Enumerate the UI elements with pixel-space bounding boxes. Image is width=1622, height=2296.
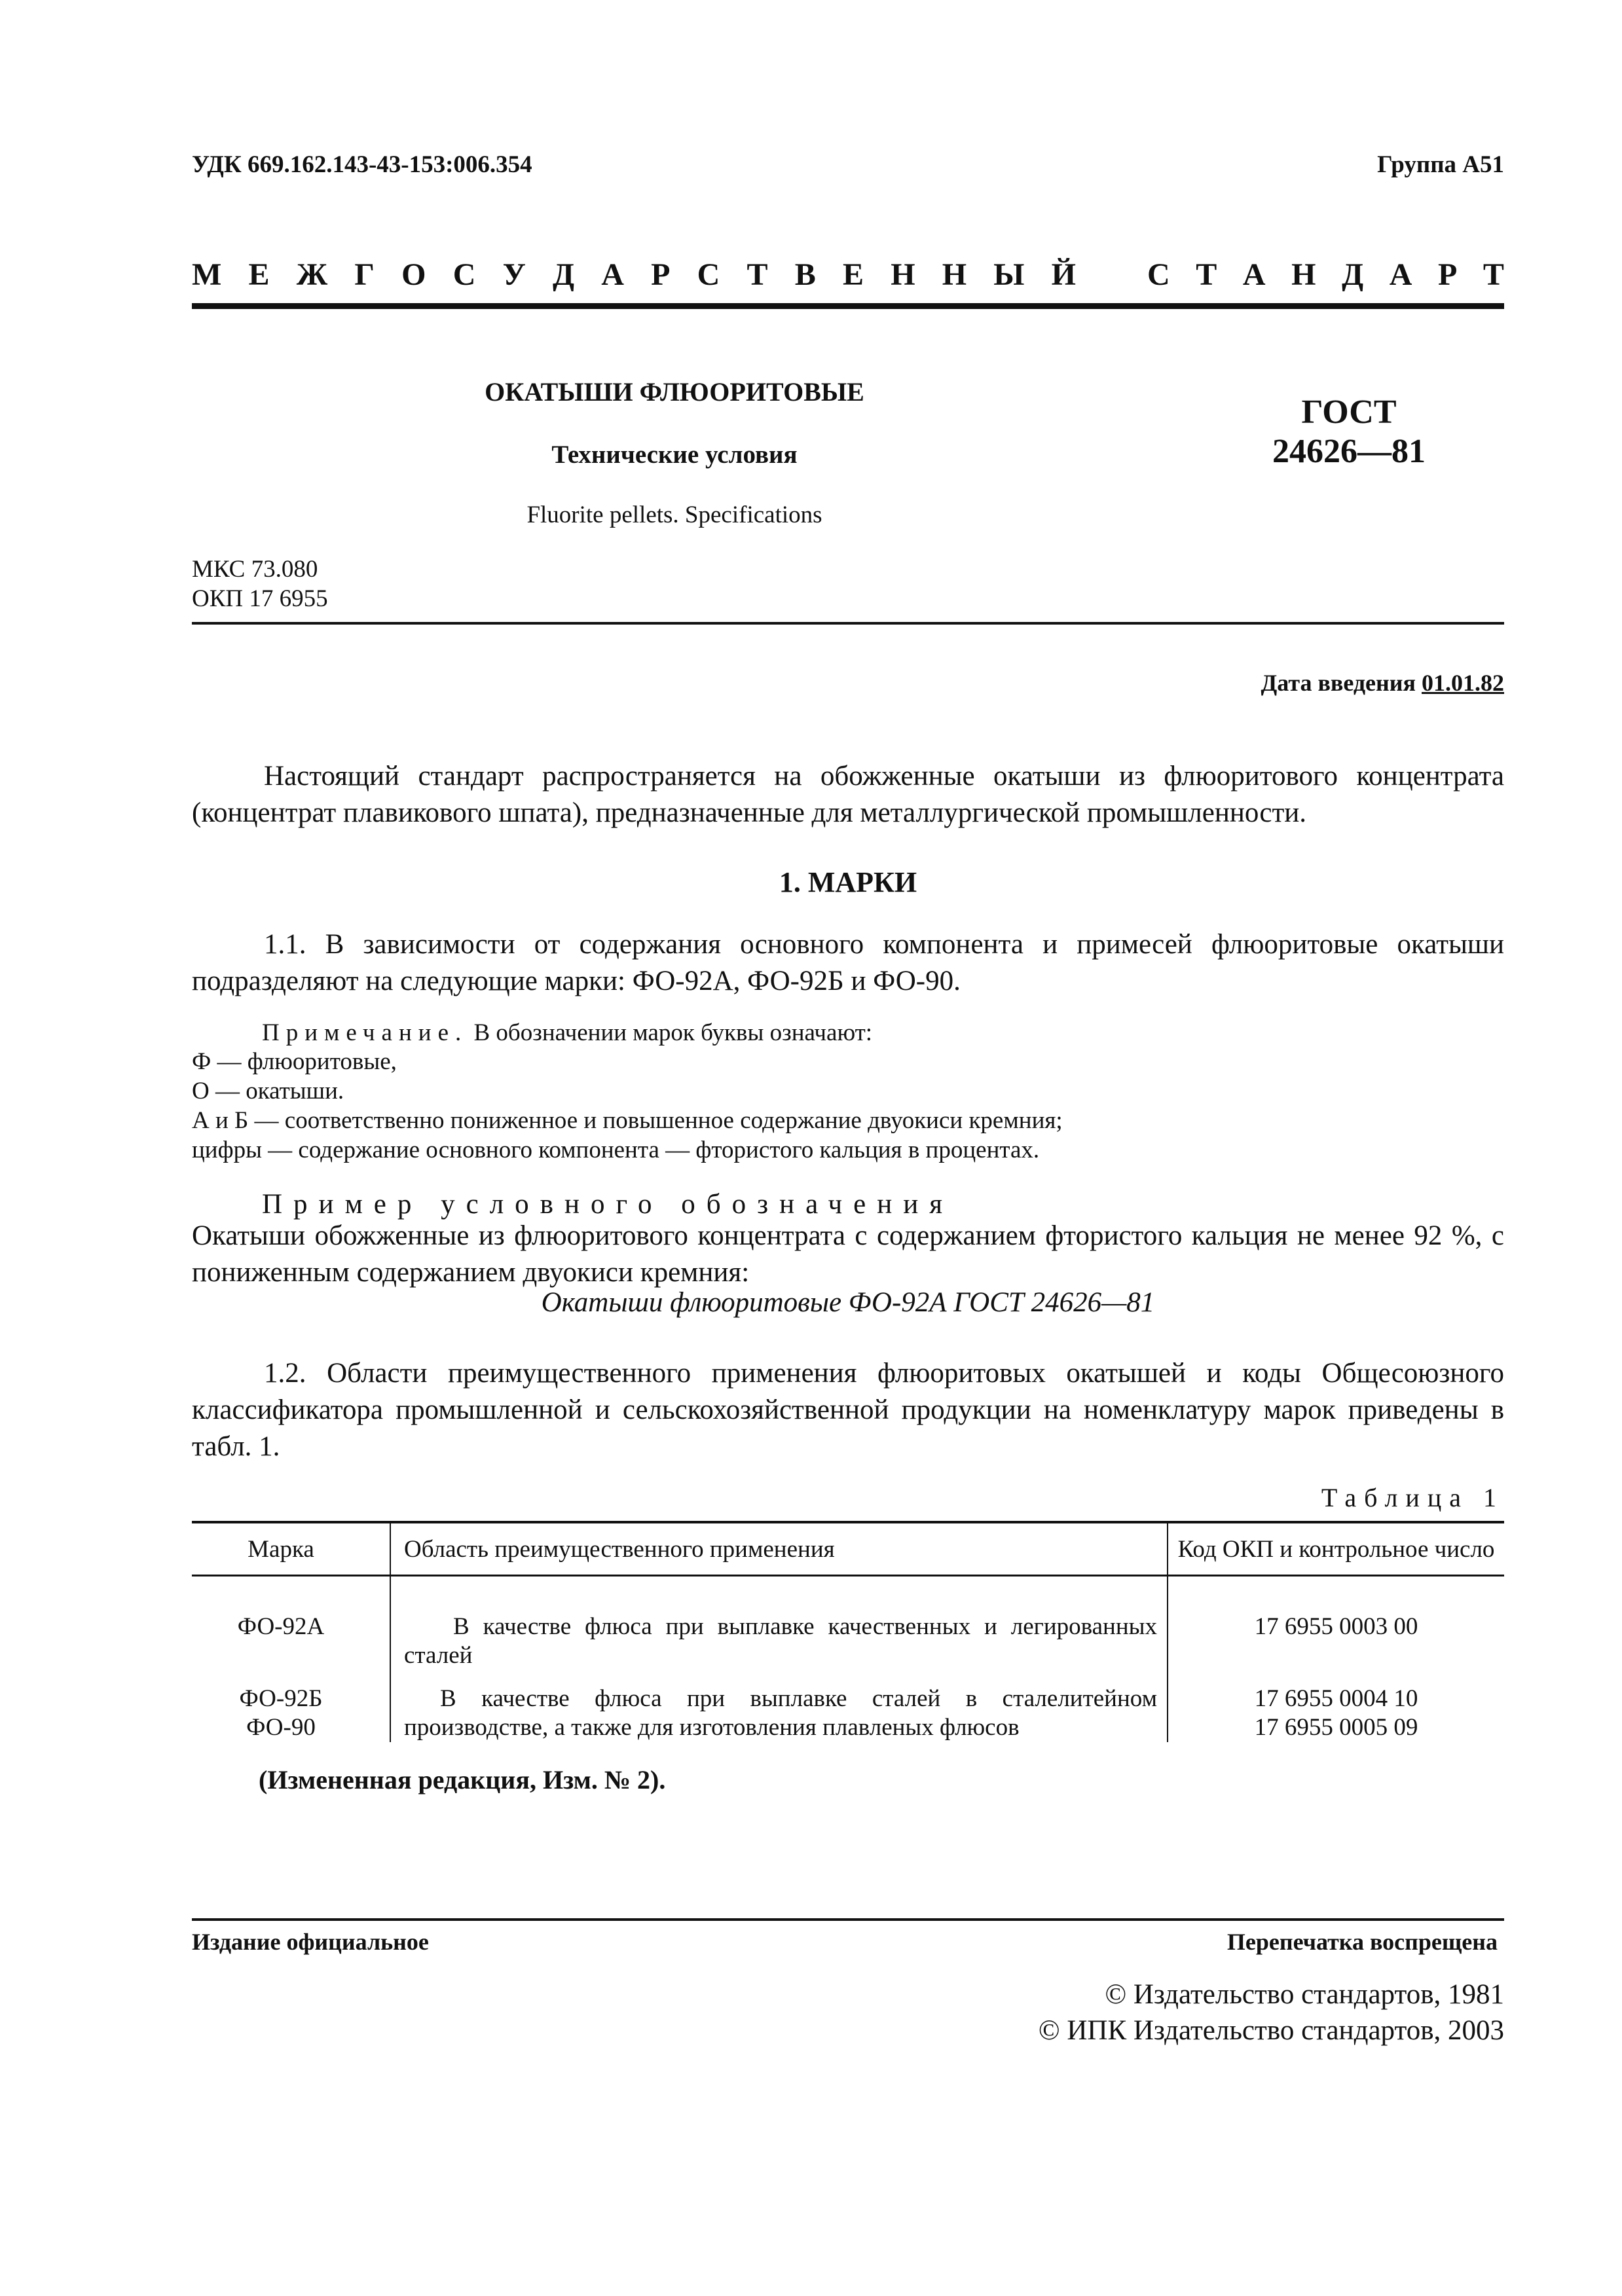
cell-grade: ФО-92Б — [239, 1685, 323, 1712]
banner-word-interstate: М Е Ж Г О С У Д А Р С Т В Е Н Н Ы Й — [192, 257, 1076, 292]
effective-date-value: 01.01.82 — [1422, 670, 1504, 696]
amendment-note: (Измененная редакция, Изм. № 2). — [259, 1765, 666, 1795]
document-title: ОКАТЫШИ ФЛЮОРИТОВЫЕ — [485, 377, 864, 407]
interstate-standard-banner — [192, 257, 1504, 293]
title-rule — [192, 622, 1504, 625]
mks-code: МКС 73.080 — [192, 556, 318, 583]
copyright-line: © ИПК Издательство стандартов, 2003 — [1038, 2015, 1504, 2046]
cell-grade: ФО-92А — [192, 1613, 390, 1685]
okp-code: ОКП 17 6955 — [192, 585, 328, 612]
example-designation: Окатыши флюоритовые ФО-92А ГОСТ 24626—81 — [541, 1287, 1155, 1318]
cell-okp-code-group — [1168, 1685, 1504, 1742]
effective-date — [1261, 669, 1505, 697]
scope-paragraph: Настоящий стандарт распространяется на обожженные окатыши из флюоритового концентрата (концентрат плавикового шпата), предназначенные для металлургической промышленности. — [192, 761, 1504, 828]
paragraph-1-1: 1.1. В зависимости от содержания основного компонента и примесей флюоритовые окатыши подразделяют на следующие марки: ФО-92А, ФО-92Б и ФО-90. — [192, 929, 1504, 996]
table-header-row — [192, 1522, 1504, 1576]
no-reprint-notice: Перепечатка воспрещена — [1226, 1929, 1498, 1955]
top-rule — [192, 303, 1504, 309]
note-line: О — окатыши. — [192, 1078, 344, 1104]
table-row — [192, 1685, 1504, 1742]
header-grade: Марка — [192, 1522, 390, 1576]
note-line: А и Б — соответственно пониженное и повышенное содержание двуокиси кремния; — [192, 1107, 1063, 1134]
group-code: Группа А51 — [1377, 151, 1504, 178]
table-spacer-row — [192, 1576, 1504, 1613]
official-edition: Издание официальное — [192, 1929, 429, 1955]
section-heading: 1. МАРКИ — [779, 866, 917, 898]
note-intro: В обозначении марок буквы означают: — [473, 1019, 873, 1046]
cell-grade-group — [192, 1685, 390, 1742]
udk-code: УДК 669.162.143-43-153:006.354 — [192, 151, 532, 178]
table-caption: Таблица 1 — [1321, 1483, 1504, 1512]
example-text: Окатыши обожженные из флюоритового концентрата с содержанием фтористого кальция не менее 92 %, с пониженным содержанием двуокиси кремния: — [192, 1220, 1504, 1288]
cell-okp-code: 17 6955 0003 00 — [1254, 1613, 1418, 1640]
document-title-english: Fluorite pellets. Specifications — [526, 501, 822, 528]
table-row — [192, 1613, 1504, 1685]
note-line: Ф — флюоритовые, — [192, 1048, 397, 1075]
effective-date-label: Дата введения — [1261, 670, 1416, 696]
example-heading: Пример условного обозначения — [262, 1189, 954, 1220]
cell-application: В качестве флюса при выплавке сталей в сталелитейном производстве, а также для изготовления плавленых флюсов — [390, 1685, 1168, 1742]
cell-okp-code: 17 6955 0004 10 — [1254, 1685, 1418, 1712]
note-heading — [262, 1018, 872, 1048]
footer-rule — [192, 1918, 1504, 1921]
cell-grade: ФО-90 — [246, 1714, 316, 1741]
gost-label: ГОСТ — [1301, 393, 1397, 431]
note-line: цифры — содержание основного компонента — фтористого кальция в процентах. — [192, 1137, 1040, 1163]
cell-application: В качестве флюса при выплавке качественных и легированных сталей — [390, 1613, 1168, 1685]
paragraph-1-2: 1.2. Области преимущественного применения флюоритовых окатышей и коды Общесоюзного классификатора промышленной и сельскохозяйственной продукции на номенклатуру марок приведены в табл. 1. — [192, 1358, 1504, 1462]
banner-word-standard: С Т А Н Д А Р Т — [1147, 257, 1504, 292]
document-subtitle: Технические условия — [551, 441, 798, 469]
gost-number: 24626—81 — [1272, 433, 1426, 470]
grades-table — [192, 1521, 1504, 1742]
header-okp-code: Код ОКП и контрольное число — [1168, 1522, 1504, 1576]
cell-okp-code: 17 6955 0005 09 — [1254, 1714, 1418, 1741]
header-application: Область преимущественного применения — [390, 1522, 1168, 1576]
copyright-line: © Издательство стандартов, 1981 — [1105, 1979, 1504, 2010]
note-label: Примечание. — [262, 1019, 468, 1046]
